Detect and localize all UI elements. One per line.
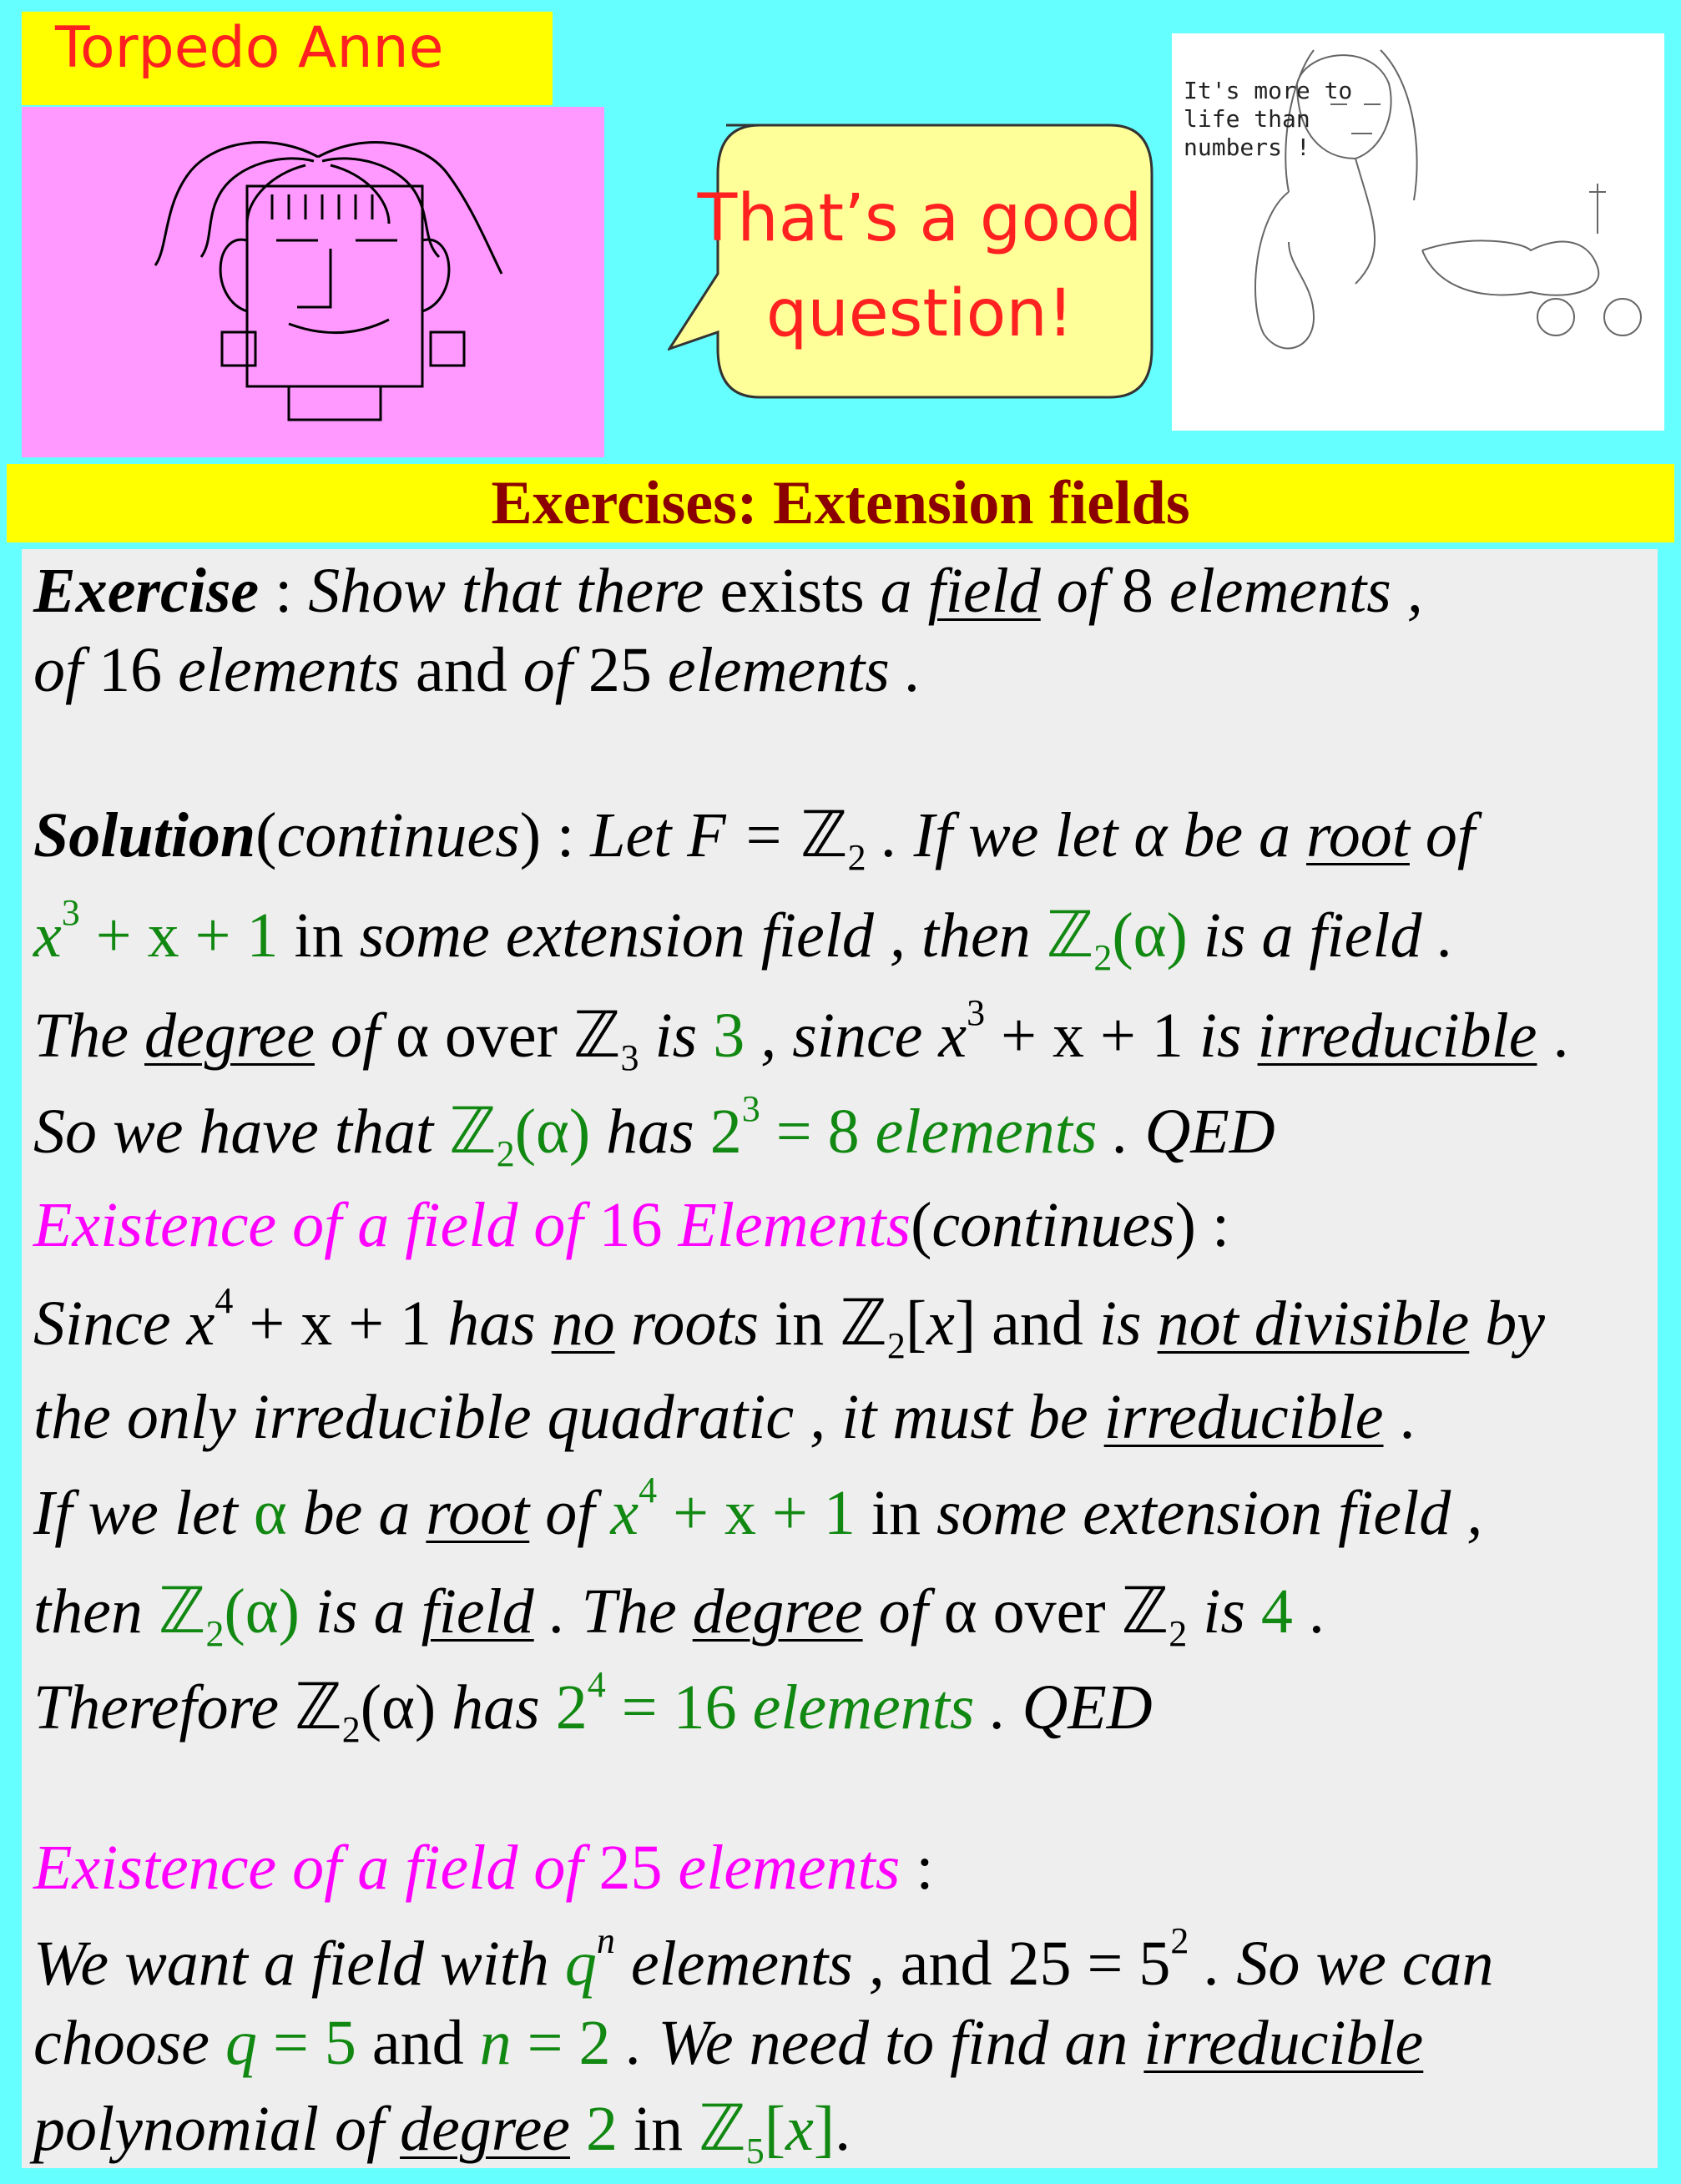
text-run: . QED xyxy=(1097,1097,1275,1167)
text-run: So we have that xyxy=(33,1097,450,1167)
text-run: 4 xyxy=(215,1280,234,1321)
text-run: is a field . xyxy=(1187,900,1454,971)
text-run: has xyxy=(432,1289,552,1359)
text-run: 3 xyxy=(61,892,80,933)
text-run: elements , xyxy=(1153,556,1423,626)
text-run: 2 xyxy=(1093,937,1113,978)
text-run: We want a field with xyxy=(33,1929,565,1999)
text-run: = 5 xyxy=(257,2008,356,2078)
text-run: (α) xyxy=(360,1672,437,1743)
text-run: by xyxy=(1469,1289,1545,1359)
character-portrait xyxy=(22,107,604,457)
text-line xyxy=(33,892,1454,978)
text-run: a xyxy=(880,556,928,626)
text-run: : xyxy=(259,556,309,626)
text-run: α xyxy=(253,1478,287,1548)
text-run: 16 xyxy=(598,1190,663,1260)
text-run: 8 xyxy=(1121,556,1153,626)
text-run: Existence of a field of xyxy=(33,1833,599,1903)
text-run: roots xyxy=(614,1289,775,1359)
text-run: degree xyxy=(144,1001,315,1071)
text-line xyxy=(33,1573,1325,1654)
text-run: ℤ xyxy=(800,800,848,870)
text-run: 2 xyxy=(555,1672,588,1743)
text-run: q xyxy=(564,1929,597,1999)
text-run: continues xyxy=(276,800,520,870)
text-run: 2 xyxy=(496,1133,515,1174)
text-run: ℤ xyxy=(699,2094,746,2164)
text-run: root xyxy=(426,1478,530,1548)
text-run: ℤ xyxy=(573,1001,621,1071)
text-run: 25 = 5 xyxy=(1007,1929,1171,1999)
text-run: ℤ xyxy=(1121,1576,1169,1647)
text-run: no xyxy=(551,1289,615,1359)
text-run: ( xyxy=(911,1190,932,1260)
sketch-note-line-3: numbers ! xyxy=(1184,134,1310,161)
text-run: is a xyxy=(299,1576,422,1647)
text-line xyxy=(33,1189,1229,1262)
text-run: Let F = xyxy=(590,800,801,870)
text-run: then xyxy=(33,1576,159,1647)
character-name: Torpedo Anne xyxy=(55,15,444,81)
text-line xyxy=(33,2091,851,2171)
text-run: is xyxy=(1183,1001,1258,1071)
text-run: , since xyxy=(745,1001,939,1071)
text-line xyxy=(33,2007,1423,2080)
text-run: . xyxy=(1383,1382,1416,1452)
text-run: q xyxy=(225,2008,258,2078)
text-run: ℤ xyxy=(158,1576,206,1647)
text-run: in xyxy=(278,900,360,971)
text-run: ] xyxy=(954,1289,977,1359)
text-run: . The xyxy=(533,1576,693,1647)
text-run: ) : xyxy=(1174,1190,1230,1260)
text-run: 3 xyxy=(967,992,986,1033)
text-run: in xyxy=(618,2094,699,2164)
text-run: continues xyxy=(931,1190,1175,1260)
text-run: and xyxy=(356,2008,480,2078)
text-line xyxy=(33,1832,933,1904)
text-run: ( xyxy=(255,800,277,870)
text-run: elements xyxy=(736,1672,975,1743)
text-run: 16 xyxy=(98,635,163,705)
text-run: x xyxy=(33,900,62,971)
text-line xyxy=(33,1280,1545,1366)
text-run: elements xyxy=(662,1833,901,1903)
text-run: . So we can xyxy=(1189,1929,1494,1999)
text-run: of xyxy=(314,1001,396,1071)
text-run: + x + 1 xyxy=(657,1478,856,1548)
text-run: in xyxy=(855,1478,936,1548)
text-run: . xyxy=(1292,1576,1325,1647)
text-run: 25 xyxy=(598,1833,663,1903)
speech-line-1: That’s a good xyxy=(697,181,1143,256)
text-run: ℤ xyxy=(840,1289,887,1359)
text-run: 4 xyxy=(639,1470,658,1511)
text-run: = 8 xyxy=(760,1097,860,1167)
text-line xyxy=(33,1381,1416,1454)
text-run: Solution xyxy=(33,800,256,870)
text-run: ) : xyxy=(519,800,591,870)
text-run: If we let xyxy=(33,1478,254,1548)
text-run: x xyxy=(186,1289,215,1359)
text-run: polynomial of xyxy=(33,2094,401,2164)
text-run: 2 xyxy=(341,1709,361,1750)
text-run: 2 xyxy=(847,837,866,878)
sketch-note-line-2: life than xyxy=(1184,105,1310,133)
text-run: some extension field , then xyxy=(359,900,1047,971)
text-run: x xyxy=(926,1289,955,1359)
text-run: α xyxy=(943,1576,977,1647)
text-run: has xyxy=(590,1097,710,1167)
text-run: Show that there xyxy=(308,556,704,626)
text-run: 3 xyxy=(713,1001,745,1071)
speech-text xyxy=(686,171,1153,361)
text-run: over xyxy=(428,1001,573,1071)
text-run: + x + 1 xyxy=(233,1289,432,1359)
sketch-note-line-1: It's more to xyxy=(1184,77,1353,104)
text-run: 2 xyxy=(886,1325,906,1366)
text-run: degree xyxy=(692,1576,863,1647)
text-run: exists xyxy=(704,556,881,626)
text-run: elements , xyxy=(614,1929,901,1999)
text-run: of xyxy=(862,1576,944,1647)
text-run: irreducible xyxy=(1103,1382,1384,1452)
text-run: (α) xyxy=(1112,900,1188,971)
text-run: x xyxy=(785,2094,814,2164)
text-run: + x + 1 xyxy=(985,1001,1184,1071)
page-title: Exercises: Extension fields xyxy=(491,469,1190,537)
text-run: is xyxy=(1098,1289,1158,1359)
text-run: of xyxy=(1040,556,1122,626)
text-run: of xyxy=(33,635,99,705)
text-run: . xyxy=(835,2094,851,2164)
text-line xyxy=(33,1920,1494,2000)
sketch-note xyxy=(1184,77,1352,162)
text-run: field xyxy=(927,556,1041,626)
text-run: 25 xyxy=(588,635,652,705)
text-run: 2 xyxy=(1170,1920,1189,1961)
text-run: 2 xyxy=(1169,1613,1188,1654)
text-run: degree xyxy=(400,2094,571,2164)
text-run: of xyxy=(522,635,588,705)
text-run: Exercise xyxy=(33,556,260,626)
text-run: elements . xyxy=(651,635,921,705)
text-run: root xyxy=(1306,800,1410,870)
portrait-drawing xyxy=(22,107,604,457)
text-run: + x + 1 xyxy=(79,900,279,971)
text-run: and xyxy=(976,1289,1099,1359)
text-run: n xyxy=(479,2008,512,2078)
text-run: x xyxy=(610,1478,639,1548)
text-run: Existence of a field of xyxy=(33,1190,599,1260)
text-run: in xyxy=(775,1289,840,1359)
text-line xyxy=(33,797,1476,878)
text-run: . QED xyxy=(974,1672,1153,1743)
text-line xyxy=(33,1664,1153,1750)
text-run: 4 xyxy=(587,1664,606,1705)
text-line xyxy=(33,1088,1275,1174)
text-run: irreducible xyxy=(1143,2008,1424,2078)
text-run: = 16 xyxy=(605,1672,737,1743)
text-run: over xyxy=(977,1576,1122,1647)
text-run: elements xyxy=(162,635,401,705)
text-run: The xyxy=(33,1001,144,1071)
text-run: . We need to find an xyxy=(610,2008,1144,2078)
text-run: ℤ xyxy=(449,1097,497,1167)
text-run: elements xyxy=(859,1097,1098,1167)
text-run: 2 xyxy=(709,1097,742,1167)
text-run: choose xyxy=(33,2008,226,2078)
text-run: n xyxy=(596,1920,615,1961)
text-run: of xyxy=(1409,800,1476,870)
text-run: = 2 xyxy=(511,2008,611,2078)
text-run: . If we let α be a xyxy=(866,800,1307,870)
text-line xyxy=(33,992,1569,1078)
speech-line-2: question! xyxy=(765,276,1074,351)
text-run: is xyxy=(639,1001,714,1071)
text-run: not divisible xyxy=(1157,1289,1470,1359)
text-run: x xyxy=(938,1001,967,1071)
text-run: [ xyxy=(905,1289,927,1359)
text-run: irreducible xyxy=(1257,1001,1537,1071)
text-run: the only irreducible quadratic , it must be xyxy=(33,1382,1104,1452)
text-run: ℤ xyxy=(295,1672,342,1743)
text-line xyxy=(33,555,1423,628)
text-run: and xyxy=(400,635,523,705)
text-run: (α) xyxy=(224,1576,300,1647)
text-run: 2 xyxy=(586,2094,618,2164)
text-run: be a xyxy=(286,1478,427,1548)
text-run: Since xyxy=(33,1289,187,1359)
text-run: ] xyxy=(813,2094,835,2164)
text-run: 2 xyxy=(205,1613,225,1654)
text-run: . xyxy=(1537,1001,1569,1071)
text-run: has xyxy=(436,1672,556,1743)
text-run: α xyxy=(396,1001,429,1071)
text-run: some extension field , xyxy=(936,1478,1483,1548)
text-run: is xyxy=(1187,1576,1261,1647)
text-run: field xyxy=(421,1576,534,1647)
text-run: 4 xyxy=(1260,1576,1293,1647)
text-line xyxy=(33,1470,1483,1550)
text-run: ℤ xyxy=(1046,900,1094,971)
text-run: : xyxy=(900,1833,934,1903)
text-run: (α) xyxy=(514,1097,591,1167)
text-run: 5 xyxy=(745,2131,765,2171)
text-line xyxy=(33,634,921,707)
text-run: 3 xyxy=(741,1088,760,1129)
text-run: Elements xyxy=(662,1190,911,1260)
text-run: [ xyxy=(764,2094,786,2164)
text-run: of xyxy=(529,1478,611,1548)
text-run: and xyxy=(900,1929,1008,1999)
text-run: Therefore xyxy=(33,1672,295,1743)
text-run xyxy=(570,2094,586,2164)
text-run: 3 xyxy=(620,1037,639,1078)
